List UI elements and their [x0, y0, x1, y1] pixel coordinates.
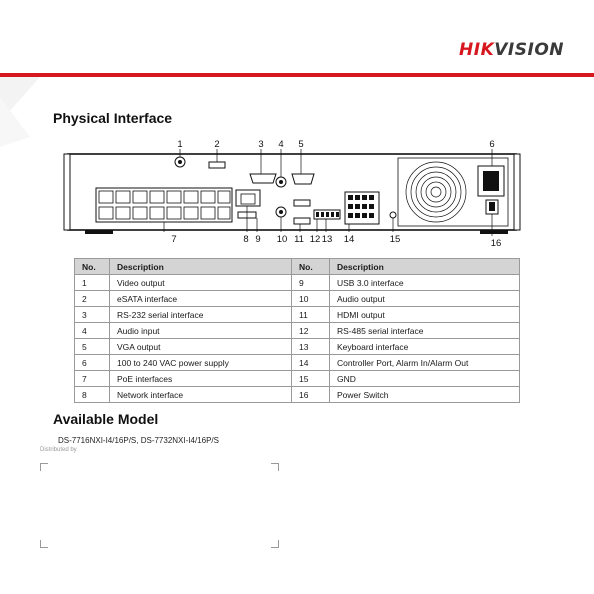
cell-no: 14	[292, 355, 330, 371]
header-red-bar	[0, 73, 594, 77]
cell-no: 16	[292, 387, 330, 403]
cell-description: Audio output	[330, 291, 520, 307]
table-row	[75, 291, 520, 307]
frame-corner-bottom-left	[40, 540, 48, 548]
cell-description: RS-232 serial interface	[110, 307, 292, 323]
cell-description: Keyboard interface	[330, 339, 520, 355]
available-model-title: Available Model	[53, 411, 159, 427]
cell-description: Power Switch	[330, 387, 520, 403]
callout-11: 11	[294, 234, 304, 245]
cell-description: Video output	[110, 275, 292, 291]
cell-no: 10	[292, 291, 330, 307]
cell-description: HDMI output	[330, 307, 520, 323]
interface-description-table	[74, 258, 520, 403]
callout-14: 14	[343, 234, 355, 245]
callout-2: 2	[214, 139, 220, 150]
cell-no: 5	[75, 339, 110, 355]
cell-no: 9	[292, 275, 330, 291]
frame-corner-bottom-right	[271, 540, 279, 548]
cell-description: 100 to 240 VAC power supply	[110, 355, 292, 371]
cell-description: VGA output	[110, 339, 292, 355]
table-row	[75, 387, 520, 403]
distributed-by-label: Distributed by	[40, 447, 77, 453]
callout-16: 16	[490, 238, 502, 249]
callout-5: 5	[298, 139, 304, 150]
callout-7: 7	[171, 234, 177, 245]
rear-panel-diagram	[60, 138, 530, 250]
physical-interface-title: Physical Interface	[53, 110, 173, 126]
cell-no: 4	[75, 323, 110, 339]
hikvision-logo: HIKVISION	[459, 40, 564, 60]
cell-description: PoE interfaces	[110, 371, 292, 387]
table-row	[75, 371, 520, 387]
header-description-right: Description	[330, 259, 520, 275]
cell-no: 15	[292, 371, 330, 387]
cell-no: 7	[75, 371, 110, 387]
cell-no: 2	[75, 291, 110, 307]
table-row	[75, 323, 520, 339]
callout-1: 1	[177, 139, 183, 150]
cell-description: GND	[330, 371, 520, 387]
callout-9: 9	[255, 234, 261, 245]
callout-15: 15	[389, 234, 401, 245]
table-row	[75, 339, 520, 355]
cell-no: 6	[75, 355, 110, 371]
decorative-pattern	[0, 77, 60, 147]
table-header-row	[75, 259, 520, 275]
callout-4: 4	[278, 139, 284, 150]
cell-description: RS-485 serial interface	[330, 323, 520, 339]
callout-8: 8	[243, 234, 249, 245]
cell-description: Controller Port, Alarm In/Alarm Out	[330, 355, 520, 371]
cell-description: USB 3.0 interface	[330, 275, 520, 291]
header-description-left: Description	[110, 259, 292, 275]
callout-13: 13	[321, 234, 333, 245]
callout-6: 6	[489, 139, 495, 150]
cell-description: Audio input	[110, 323, 292, 339]
frame-corner-top-left	[40, 463, 48, 471]
frame-corner-top-right	[271, 463, 279, 471]
cell-no: 8	[75, 387, 110, 403]
callout-3: 3	[258, 139, 264, 150]
callout-12: 12	[309, 234, 321, 245]
cell-description: eSATA interface	[110, 291, 292, 307]
callout-10: 10	[276, 234, 288, 245]
table-row	[75, 355, 520, 371]
table-row	[75, 275, 520, 291]
cell-description: Network interface	[110, 387, 292, 403]
cell-no: 3	[75, 307, 110, 323]
cell-no: 12	[292, 323, 330, 339]
header-no-left: No.	[75, 259, 110, 275]
cell-no: 13	[292, 339, 330, 355]
cell-no: 1	[75, 275, 110, 291]
table-row	[75, 307, 520, 323]
header-no-right: No.	[292, 259, 330, 275]
cell-no: 11	[292, 307, 330, 323]
model-list: DS-7716NXI-I4/16P/S, DS-7732NXI-I4/16P/S	[58, 436, 219, 445]
